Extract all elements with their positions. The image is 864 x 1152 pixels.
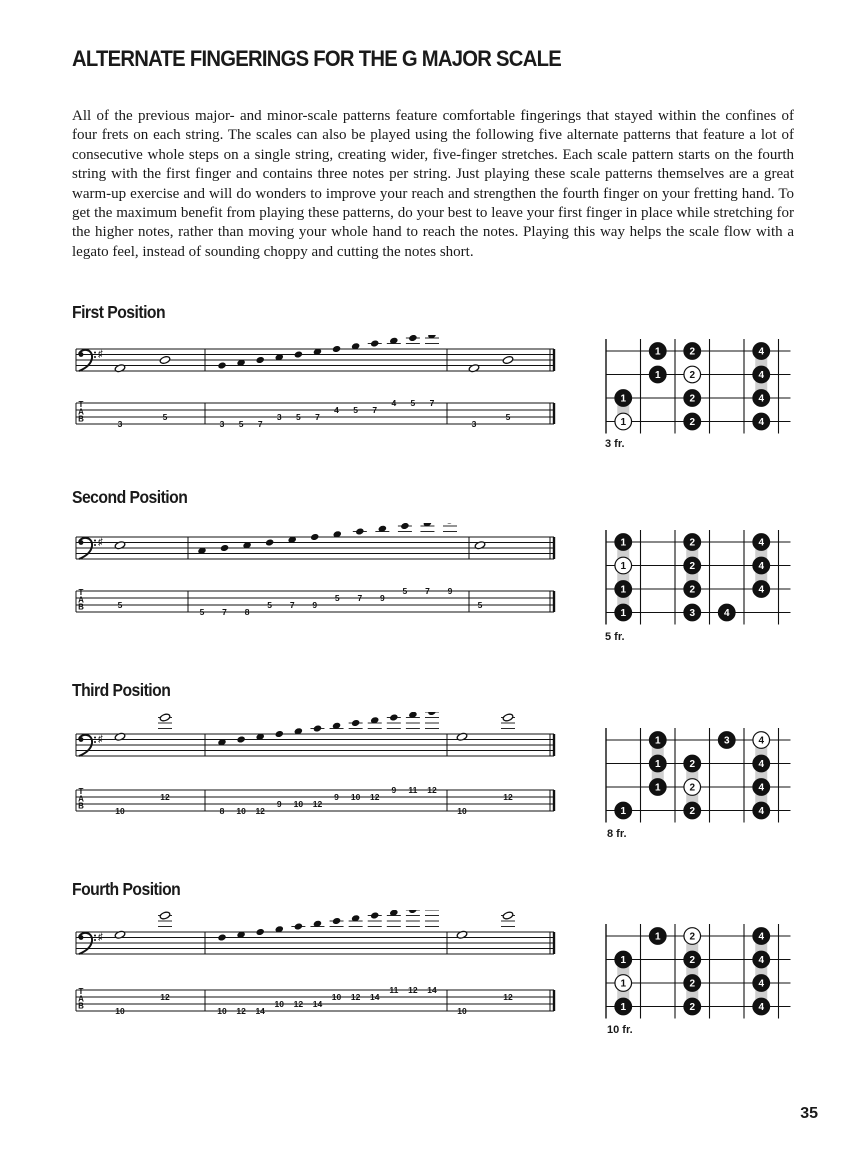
scale-note — [401, 523, 410, 530]
finger-number: 4 — [758, 370, 765, 382]
tab-fret-number: 10 — [217, 1006, 227, 1016]
tab-fret-number: 10 — [350, 792, 361, 802]
finger-number: 2 — [689, 1002, 696, 1014]
finger-number: 4 — [758, 1002, 765, 1014]
bass-clef-icon — [79, 935, 84, 940]
tab-fret-number: 7 — [429, 398, 435, 408]
scale-note — [370, 340, 379, 347]
tab-fret-number: 12 — [503, 792, 513, 802]
finger-number: 4 — [758, 782, 765, 794]
intro-paragraph: All of the previous major- and minor-scale patterns feature comfortable fingerings that stayed within the confines of four frets on each string. The scales can also be played using the following five alternate patterns that feature a lot of consecutive whole steps on a single string, creating wider, five-finger stretches. Each scale pattern starts on the fourth string with the first finger and contains three notes per string. Just playing these scale patterns themselves are a great warm-up exercise and will do wonders to improve your reach and strengthen the fourth finger on your fretting hand. To get the maximum benefit from playing these patterns, do your best to leave your first finger in place while stretching for the higher notes, rather than moving your whole hand to reach the notes. Playing this way helps the scale flow with a legato feel, instead of sounding choppy and cutting the notes short. — [72, 108, 794, 260]
finger-number: 1 — [620, 537, 627, 549]
bass-clef-icon — [94, 352, 96, 354]
scale-note — [265, 539, 274, 546]
tab-fret-number: 5 — [199, 607, 205, 617]
tab-fret-number: 4 — [391, 398, 397, 408]
tab-fret-number: 14 — [255, 1006, 265, 1016]
fretboard-diagram-second-position — [596, 527, 800, 627]
tab-fret-number: 12 — [312, 799, 323, 809]
tab-fret-number: 12 — [293, 999, 304, 1009]
finger-number: 4 — [758, 759, 765, 771]
key-signature-sharp: ♯ — [98, 537, 103, 548]
tab-fret-number: 5 — [410, 398, 416, 408]
scale-note — [446, 523, 455, 524]
key-signature-sharp: ♯ — [98, 932, 103, 943]
scale-note — [256, 356, 265, 363]
scale-note — [237, 736, 246, 743]
tab-fret-number: 12 — [236, 1006, 246, 1016]
notation-tab-first-position — [72, 335, 562, 440]
finger-number: 1 — [620, 1002, 627, 1014]
finger-number: 2 — [689, 417, 696, 429]
finger-number: 1 — [620, 955, 627, 967]
finger-number: 1 — [620, 561, 627, 573]
fret-label: 3 fr. — [605, 438, 625, 450]
bass-clef-icon — [79, 540, 84, 545]
tab-fret-number: 7 — [257, 419, 263, 429]
half-note — [159, 355, 170, 364]
tab-letter: A — [78, 407, 84, 417]
tab-letter: B — [78, 1001, 84, 1011]
finger-number: 1 — [654, 931, 661, 943]
finger-number: 1 — [620, 978, 627, 990]
finger-number: 4 — [758, 584, 765, 596]
page-number: 35 — [800, 1105, 818, 1122]
tab-fret-number: 11 — [389, 985, 399, 995]
tab-fret-number: 10 — [115, 806, 125, 816]
tab-fret-number: 5 — [117, 600, 123, 610]
fretboard-diagram-fourth-position — [596, 921, 800, 1021]
tab-letter: A — [78, 595, 84, 605]
finger-number: 1 — [654, 346, 661, 358]
scale-note — [332, 917, 341, 924]
tab-fret-number: 14 — [312, 999, 323, 1009]
tab-fret-number: 4 — [334, 405, 339, 415]
tab-fret-number: 5 — [402, 586, 408, 596]
tab-fret-number: 14 — [427, 985, 437, 995]
tab-fret-number: 10 — [274, 999, 285, 1009]
finger-number: 4 — [758, 346, 765, 358]
finger-number: 2 — [689, 584, 696, 596]
scale-note — [218, 934, 227, 941]
tab-fret-number: 5 — [295, 412, 301, 422]
tab-letter: A — [78, 794, 84, 804]
tab-fret-number: 7 — [222, 607, 227, 617]
tab-fret-number: 12 — [427, 785, 437, 795]
fretboard-diagram-first-position — [596, 336, 800, 436]
tab-letter: T — [78, 987, 84, 996]
scale-note — [428, 712, 437, 716]
tab-fret-number: 3 — [276, 412, 282, 422]
tab-fret-number: 9 — [334, 792, 339, 802]
tab-fret-number: 5 — [477, 600, 483, 610]
tab-fret-number: 3 — [219, 419, 225, 429]
tab-fret-number: 12 — [255, 806, 265, 816]
tab-letter: A — [78, 994, 84, 1004]
fret-label: 5 fr. — [605, 631, 625, 643]
bass-clef-icon — [94, 939, 96, 941]
notation-tab-third-position — [72, 712, 562, 827]
section-heading-fourth-position: Fourth Position — [72, 879, 181, 899]
tab-letter: T — [78, 588, 84, 597]
finger-number: 2 — [689, 370, 696, 382]
tab-fret-number: 5 — [334, 593, 340, 603]
scale-note — [390, 714, 399, 721]
tab-fret-number: 12 — [350, 992, 361, 1002]
finger-number: 4 — [758, 978, 765, 990]
tab-fret-number: 8 — [219, 806, 225, 816]
tab-fret-number: 9 — [447, 586, 453, 596]
finger-number: 2 — [689, 782, 696, 794]
scale-note — [332, 345, 341, 352]
bass-clef-icon — [94, 540, 96, 542]
tab-fret-number: 14 — [369, 992, 380, 1002]
tab-fret-number: 7 — [289, 600, 295, 610]
tab-fret-number: 5 — [267, 600, 273, 610]
finger-number: 4 — [758, 735, 765, 747]
finger-number: 2 — [689, 537, 696, 549]
scale-note — [275, 730, 284, 737]
finger-number: 2 — [689, 931, 696, 943]
tab-letter: B — [78, 414, 84, 424]
tab-fret-number: 5 — [162, 412, 168, 422]
tab-letter: T — [78, 787, 84, 796]
tab-fret-number: 7 — [315, 412, 320, 422]
finger-number: 1 — [654, 782, 661, 794]
half-note — [502, 713, 513, 722]
tab-fret-number: 12 — [160, 792, 170, 802]
finger-number: 2 — [689, 561, 696, 573]
tab-letter: B — [78, 801, 84, 811]
scale-note — [256, 928, 265, 935]
tab-fret-number: 10 — [293, 799, 304, 809]
bass-clef-icon — [79, 737, 84, 742]
tab-fret-number: 10 — [115, 1006, 125, 1016]
tab-fret-number: 12 — [369, 792, 380, 802]
section-heading-second-position: Second Position — [72, 487, 188, 507]
tab-fret-number: 10 — [457, 806, 467, 816]
tab-fret-number: 5 — [238, 419, 244, 429]
finger-number: 2 — [689, 759, 696, 771]
finger-number: 4 — [758, 417, 765, 429]
scale-note — [220, 544, 229, 551]
tab-fret-number: 12 — [503, 992, 513, 1002]
finger-number: 4 — [758, 561, 765, 573]
tab-fret-number: 7 — [357, 593, 363, 603]
tab-fret-number: 10 — [457, 1006, 467, 1016]
tab-letter: T — [78, 400, 84, 409]
scale-note — [409, 910, 418, 914]
tab-fret-number: 10 — [331, 992, 342, 1002]
bass-clef-icon — [94, 356, 96, 358]
tab-fret-number: 8 — [244, 607, 250, 617]
half-note — [502, 911, 513, 920]
key-signature-sharp: ♯ — [98, 734, 103, 745]
scale-note — [409, 335, 418, 342]
key-signature-sharp: ♯ — [98, 349, 103, 360]
bass-clef-icon — [79, 352, 84, 357]
finger-number: 1 — [620, 417, 627, 429]
tab-fret-number: 9 — [391, 785, 397, 795]
finger-number: 2 — [689, 346, 696, 358]
tab-fret-number: 9 — [312, 600, 318, 610]
finger-number: 1 — [620, 393, 627, 405]
page-title: ALTERNATE FINGERINGS FOR THE G MAJOR SCALE — [72, 46, 561, 71]
half-note — [502, 355, 513, 364]
section-heading-first-position: First Position — [72, 302, 166, 322]
tab-fret-number: 3 — [117, 419, 123, 429]
finger-number: 4 — [758, 806, 765, 818]
finger-number: 4 — [723, 608, 730, 620]
tab-fret-number: 5 — [353, 405, 359, 415]
tab-fret-number: 9 — [276, 799, 282, 809]
finger-number: 1 — [620, 608, 627, 620]
fretboard-diagram-third-position — [596, 725, 800, 825]
bass-clef-icon — [94, 737, 96, 739]
fret-label: 10 fr. — [607, 1024, 633, 1036]
bass-clef-icon — [94, 935, 96, 937]
half-note — [159, 713, 170, 722]
tab-fret-number: 10 — [236, 806, 246, 816]
tab-fret-number: 11 — [408, 785, 418, 795]
finger-number: 2 — [689, 393, 696, 405]
finger-number: 2 — [689, 955, 696, 967]
tab-fret-number: 7 — [372, 405, 378, 415]
scale-note — [313, 725, 322, 732]
finger-number: 1 — [654, 735, 661, 747]
scale-note — [351, 719, 360, 726]
scale-note — [310, 533, 319, 540]
finger-number: 3 — [689, 608, 696, 620]
notation-tab-second-position — [72, 523, 562, 628]
finger-number: 2 — [689, 806, 696, 818]
notation-tab-fourth-position — [72, 910, 562, 1028]
tab-fret-number: 7 — [425, 586, 430, 596]
finger-number: 1 — [654, 759, 661, 771]
finger-number: 4 — [758, 393, 765, 405]
bass-clef-icon — [94, 544, 96, 546]
half-note — [159, 911, 170, 920]
finger-number: 4 — [758, 955, 765, 967]
tab-fret-number: 12 — [408, 985, 418, 995]
tab-fret-number: 12 — [160, 992, 170, 1002]
finger-number: 2 — [689, 978, 696, 990]
tab-fret-number: 5 — [505, 412, 511, 422]
scale-note — [294, 923, 303, 930]
finger-number: 4 — [758, 537, 765, 549]
finger-number: 4 — [758, 931, 765, 943]
scale-note — [370, 912, 379, 919]
scale-note — [356, 528, 365, 535]
fret-label: 8 fr. — [607, 828, 627, 840]
bass-clef-icon — [94, 741, 96, 743]
tab-fret-number: 3 — [471, 419, 477, 429]
tab-fret-number: 9 — [379, 593, 385, 603]
finger-number: 1 — [654, 370, 661, 382]
finger-number: 1 — [620, 806, 627, 818]
finger-number: 3 — [723, 735, 730, 747]
scale-note — [294, 351, 303, 358]
scale-note — [218, 362, 227, 369]
finger-number: 1 — [620, 584, 627, 596]
section-heading-third-position: Third Position — [72, 680, 171, 700]
tab-letter: B — [78, 602, 84, 612]
